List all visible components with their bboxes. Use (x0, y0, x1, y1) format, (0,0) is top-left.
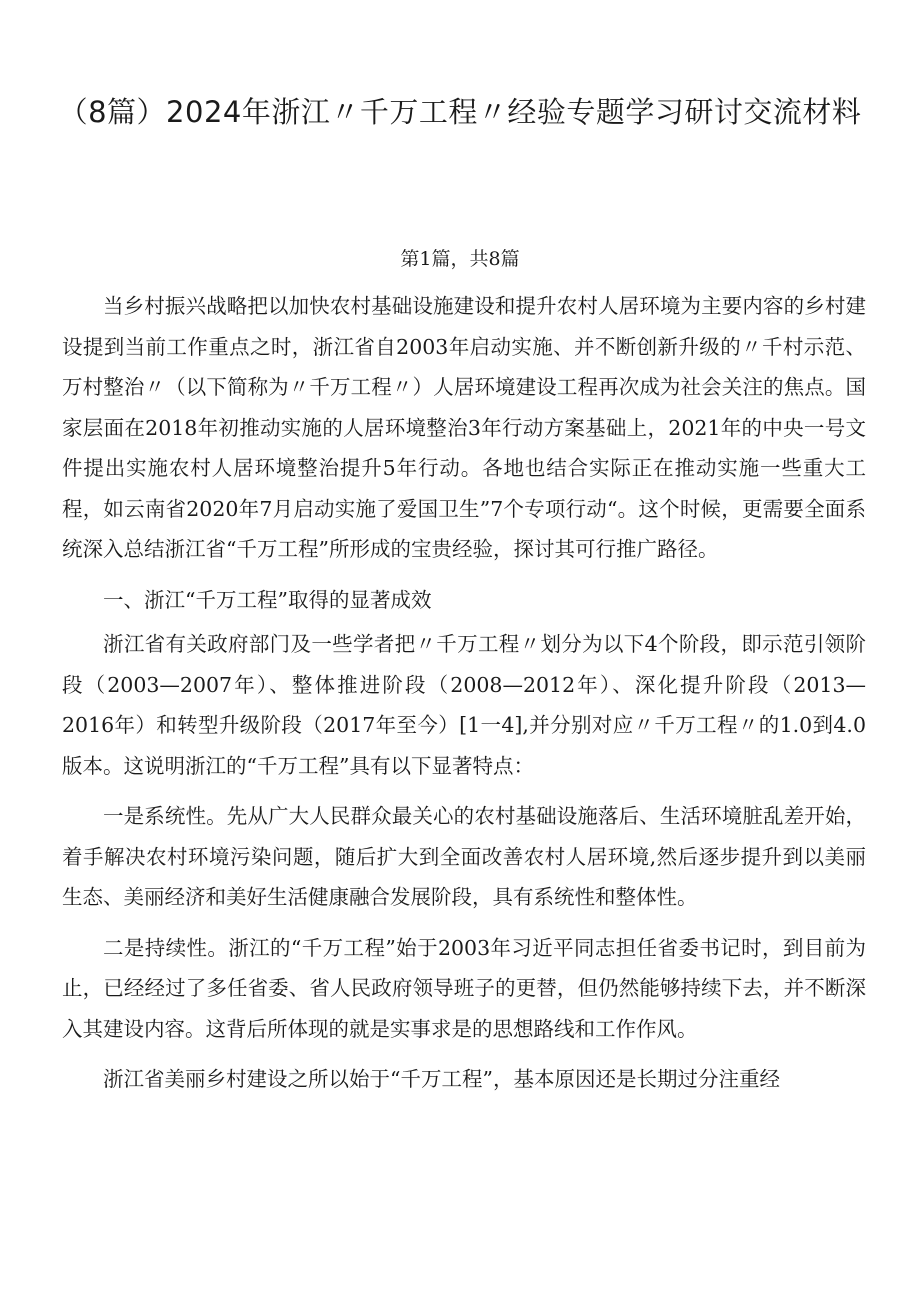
paragraph-systematic: 一是系统性。先从广大人民群众最关心的农村基础设施落后、生活环境脏乱差开始，着手解决农村环境污染问题，随后扩大到全面改善农村人居环境,然后逐步提升到以美丽生态、美丽经济和美好生活健康融合发展阶段，具有系统性和整体性。 (62, 804, 866, 909)
document-body (62, 286, 866, 1110)
section-heading-1: 一、浙江“千万工程”取得的显著成效 (103, 587, 432, 612)
paragraph-intro: 当乡村振兴战略把以加快农村基础设施建设和提升农村人居环境为主要内容的乡村建设提到当前工作重点之时，浙江省自2003年启动实施、并不断创新升级的〃千村示范、万村整治〃（以下简称为〃千万工程〃）人居环境建设工程再次成为社会关注的焦点。国家层面在2018年初推动实施的人居环境整治3年行动方案基础上，2021年的中央一号文件提出实施农村人居环境整治提升5年行动。各地也结合实际正在推动实施一些重大工程，如云南省2020年7月启动实施了爱国卫生”7个专项行动“。这个时候，更需要全面系统深入总结浙江省“千万工程”所形成的宝贵经验，探讨其可行推广路径。 (62, 294, 866, 561)
part-label: 第1篇，共8篇 (400, 248, 520, 270)
paragraph-continuity: 二是持续性。浙江的“千万工程”始于2003年习近平同志担任省委书记时，到目前为止，已经经过了多任省委、省人民政府领导班子的更替，但仍然能够持续下去，并不断深入其建设内容。这背后所体现的就是实事求是的思想路线和工作作风。 (62, 935, 866, 1041)
paragraph-stages: 浙江省有关政府部门及一些学者把〃千万工程〃划分为以下4个阶段，即示范引领阶段（2003—2007年）、整体推进阶段（2008—2012年）、深化提升阶段（2013—2016年）和转型升级阶段（2017年至今）[1一4],并分别对应〃千万工程〃的1.0到4.0版本。这说明浙江的“千万工程”具有以下显著特点： (62, 632, 866, 778)
paragraph-origin: 浙江省美丽乡村建设之所以始于“千万工程”，基本原因还是长期过分注重经 (103, 1067, 780, 1091)
document-title: （8篇）2024年浙江〃千万工程〃经验专题学习研讨交流材料 (58, 95, 862, 129)
